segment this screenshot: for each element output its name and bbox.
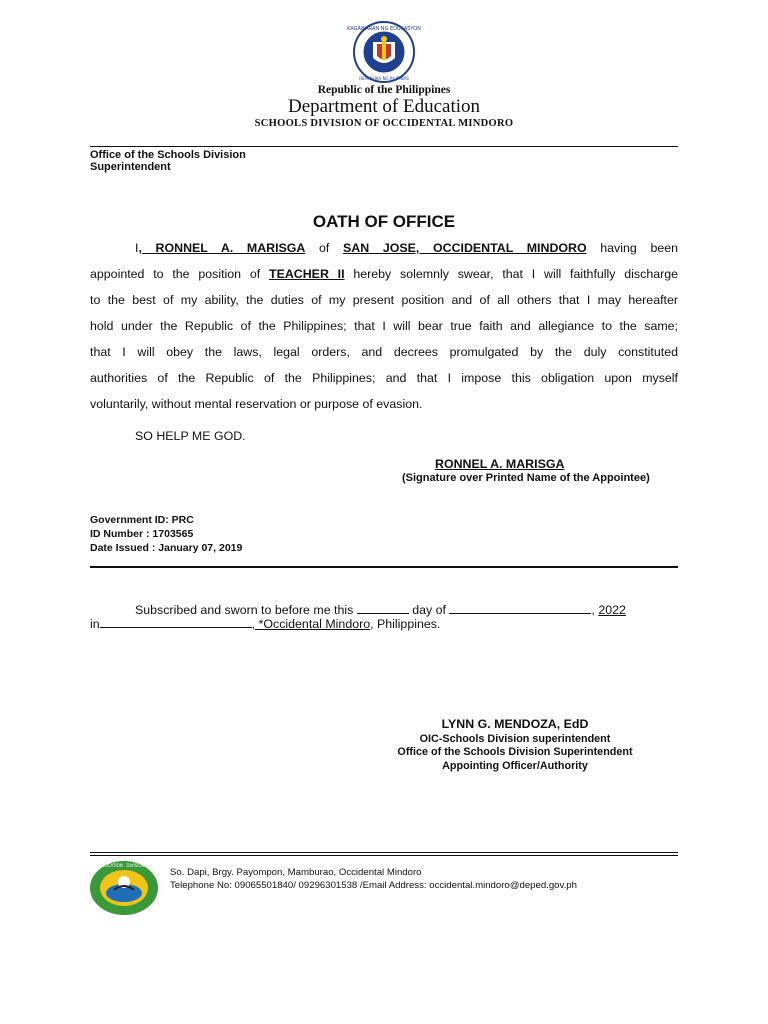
sworn-line-2: in , *Occidental Mindoro, Philippines.	[90, 617, 441, 631]
division-logo-text: DEPARTMENT OF EDUCATION · DIVISION OF OCC. MINDORO	[64, 863, 184, 868]
appointee-signature-name: RONNEL A. MARISGA	[435, 457, 565, 471]
oath-line-7: voluntarily, without mental reservation or purpose of evasion.	[90, 397, 423, 411]
sworn-year: 2022	[598, 603, 626, 617]
oath-line-3: to the best of my ability, the duties of my present position and of all others that I may hereafter	[90, 293, 678, 307]
officer-title-1: OIC-Schools Division superintendent	[419, 733, 611, 745]
footer-divider-bottom	[90, 855, 678, 856]
office-line-2: Superintendent	[90, 161, 171, 173]
footer-divider-top	[90, 852, 678, 853]
footer-contact: Telephone No: 09065501840/ 09296301538 /Email Address: occidental.mindoro@deped.gov.ph	[170, 880, 577, 891]
division-logo	[64, 860, 184, 916]
month-blank	[449, 603, 591, 614]
department-title: Department of Education	[287, 96, 481, 117]
government-id: Government ID: PRC	[90, 514, 194, 526]
position-title: TEACHER II	[269, 267, 345, 281]
division-line: SCHOOLS DIVISION OF OCCIDENTAL MINDORO	[254, 118, 514, 129]
oath-line-4: hold under the Republic of the Philippines; that I will bear true faith and allegiance to the same;	[90, 319, 678, 333]
seal-top-text: KAGAWARAN NG EDUKASYON	[347, 26, 421, 32]
footer-address: So. Dapi, Brgy. Payompon, Mamburao, Occidental Mindoro	[170, 867, 422, 878]
oath-line-5: that I will obey the laws, legal orders, and decrees promulgated by the duly constituted	[90, 345, 678, 359]
id-divider	[90, 566, 678, 568]
date-issued: Date Issued : January 07, 2019	[90, 542, 243, 554]
appointee-place: SAN JOSE, OCCIDENTAL MINDORO	[343, 241, 587, 255]
oath-line-6: authorities of the Republic of the Philippines; and that I impose this obligation upon myself	[90, 371, 678, 385]
deped-seal	[337, 20, 431, 84]
place-blank	[100, 617, 252, 628]
officer-title-2: Office of the Schools Division Superintendent	[397, 746, 633, 758]
office-line-1: Office of the Schools Division	[90, 149, 246, 161]
officer-title-3: Appointing Officer/Authority	[442, 760, 588, 772]
document-title: OATH OF OFFICE	[312, 212, 456, 231]
sworn-line-1: Subscribed and sworn to before me this day of , 2022	[135, 603, 626, 617]
officer-name: LYNN G. MENDOZA, EdD	[441, 717, 589, 731]
appointee-signature-caption: (Signature over Printed Name of the Appointee)	[402, 472, 650, 484]
republic-line: Republic of the Philippines	[317, 84, 451, 96]
oath-line-1: I, RONNEL A. MARISGA of SAN JOSE, OCCIDENTAL MINDORO having been	[135, 241, 679, 255]
appointee-name-inline: , RONNEL A. MARISGA	[138, 241, 306, 255]
day-blank	[357, 603, 409, 614]
oath-line-2: appointed to the position of TEACHER II hereby solemnly swear, that I will faithfully discharge	[90, 267, 679, 281]
seal-bottom-text: REPUBLIKA NG PILIPINAS	[359, 76, 409, 81]
header-divider	[90, 146, 678, 147]
id-number: ID Number : 1703565	[90, 528, 194, 540]
closing-line: SO HELP ME GOD.	[135, 429, 246, 443]
sworn-place: *Occidental Mindoro	[258, 617, 371, 631]
